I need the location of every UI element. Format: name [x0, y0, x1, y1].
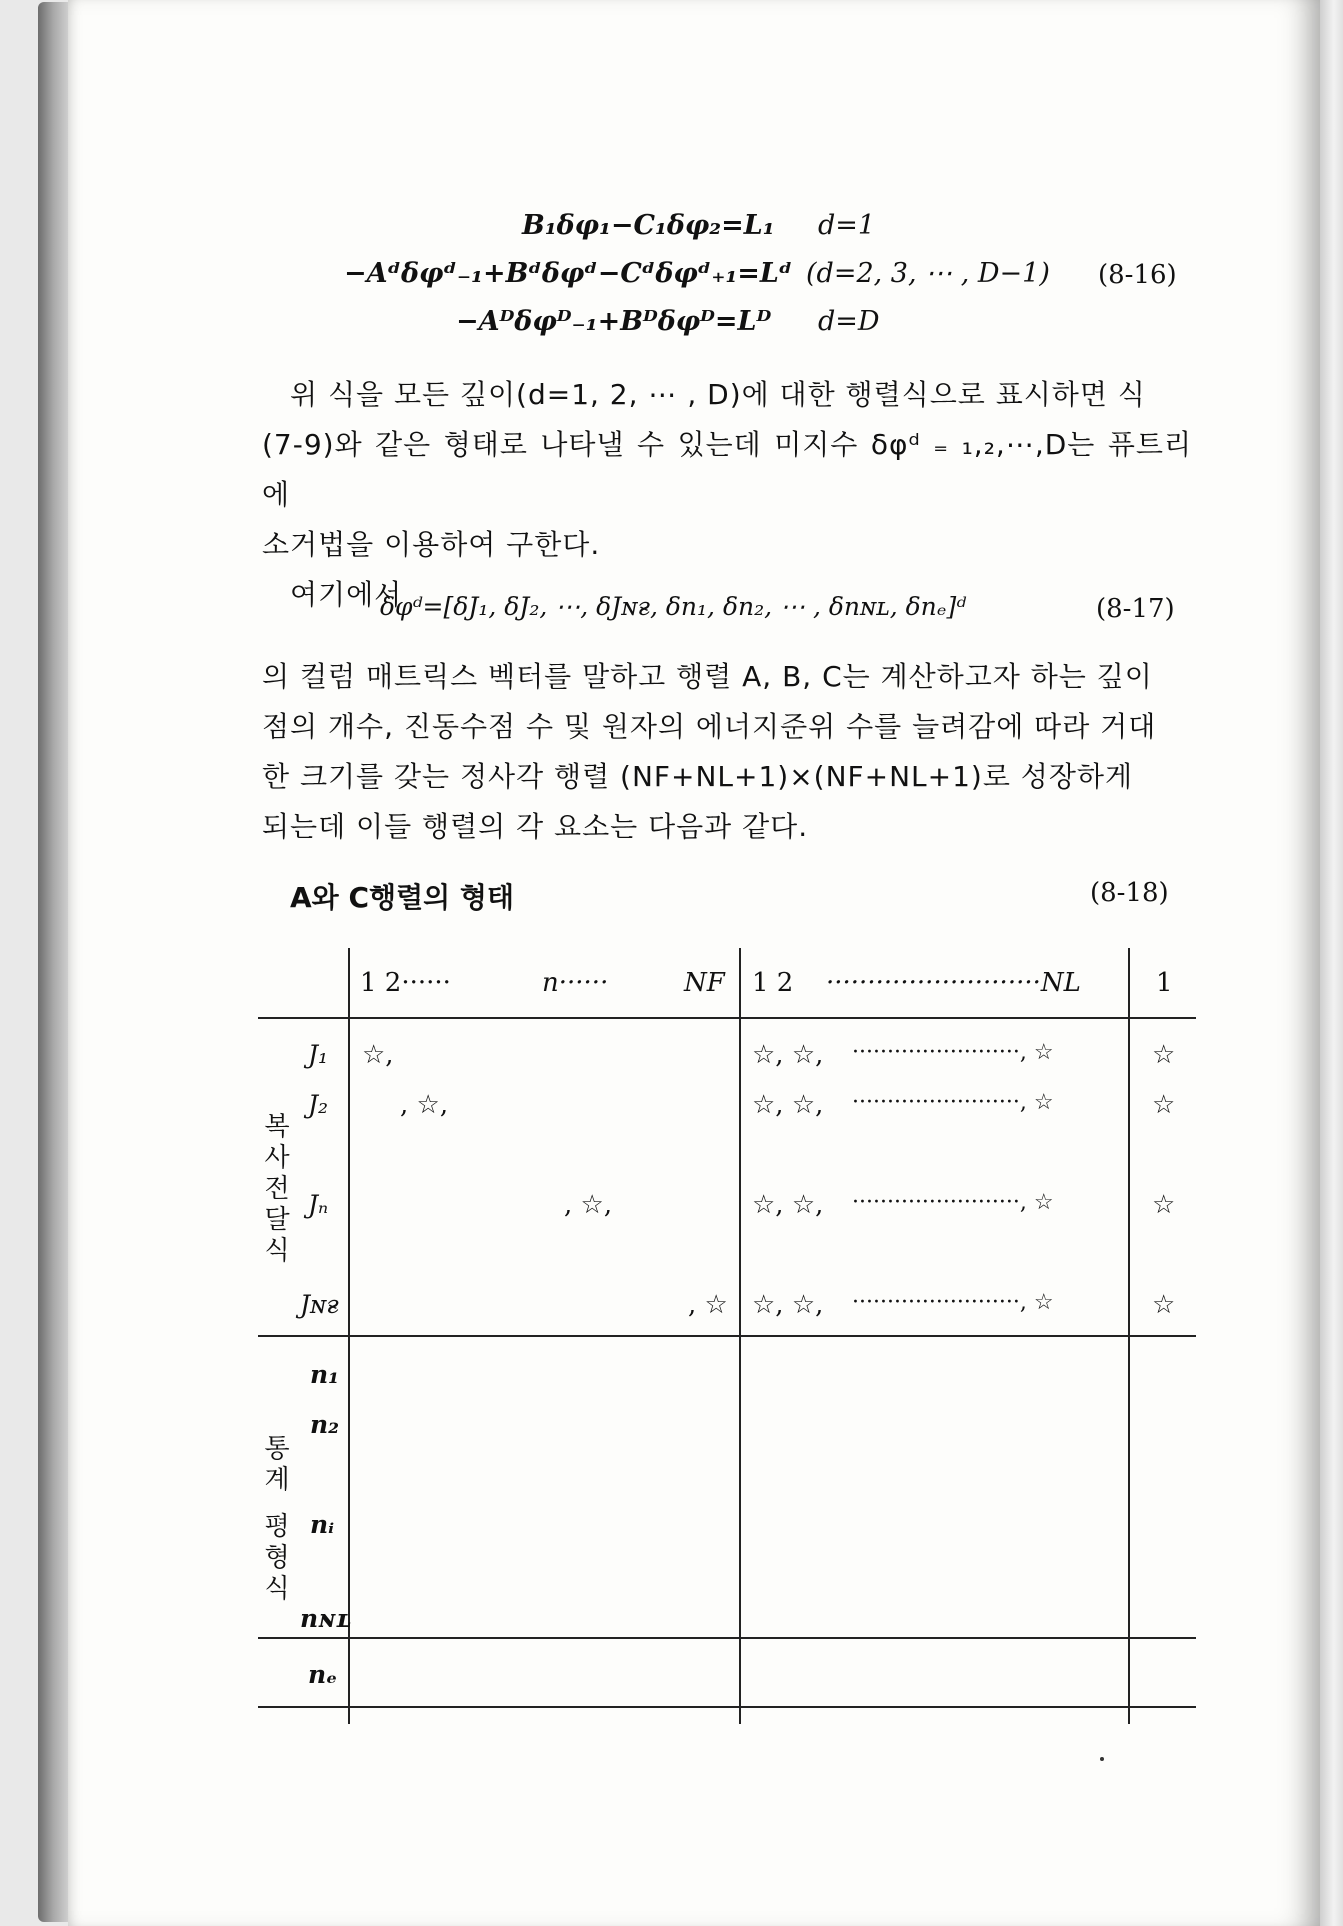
row-label-j2: J₂ — [308, 1090, 329, 1119]
group1-char: 식 — [264, 1236, 290, 1266]
row-label-j1: J₁ — [308, 1040, 329, 1069]
row-label-jnf: Jɴғ — [300, 1290, 339, 1319]
row-j1-dots: ························, ☆ — [852, 1040, 1054, 1065]
group2-char: 계 — [264, 1465, 290, 1495]
row-j1-mid: ☆, ☆, — [752, 1040, 824, 1070]
row-label-jn: Jₙ — [308, 1190, 329, 1219]
equation-number-8-18: (8-18) — [1090, 878, 1169, 908]
row-label-n2: n₂ — [310, 1410, 340, 1439]
header-col-b: n······ — [542, 968, 609, 998]
equation-line-2: −Aᵈδφᵈ₋₁+Bᵈδφᵈ−Cᵈδφᵈ₊₁=Lᵈ — [344, 258, 793, 289]
row-label-nnl: nɴʟ — [300, 1604, 352, 1633]
header-col-e: ··························NL — [826, 968, 1081, 998]
group2-char — [262, 1496, 292, 1512]
row-j2-mid: ☆, ☆, — [752, 1090, 824, 1120]
table-hline-header — [258, 1017, 1196, 1019]
paragraph-1-line-4: 여기에서 — [290, 578, 403, 611]
table-vline-3 — [1128, 948, 1130, 1724]
row-jnf-mid: ☆, ☆, — [752, 1290, 824, 1320]
equation-cond-3: d=D — [818, 306, 880, 337]
book-spine-left — [38, 2, 72, 1922]
group2-char: 통 — [264, 1434, 290, 1464]
group1-char: 전 — [264, 1174, 290, 1204]
paragraph-1-line-2: (7-9)와 같은 형태로 나타낼 수 있는데 미지수 δφᵈ ₌ ₁,₂,⋯,D는 퓨트리에 — [262, 428, 1192, 511]
row-j1-last: ☆ — [1152, 1040, 1176, 1070]
group1-char: 사 — [264, 1143, 290, 1173]
paragraph-1-line-1: 위 식을 모든 깊이(d=1, 2, ⋯ , D)에 대한 행렬식으로 표시하면 식 — [290, 378, 1146, 411]
equation-cond-2: (d=2, 3, ⋯ , D−1) — [806, 258, 1050, 289]
row-jn-diag: , ☆, — [564, 1190, 613, 1220]
group2-char: 식 — [264, 1574, 290, 1604]
row-j2-last: ☆ — [1152, 1090, 1176, 1120]
table-caption: A와 C행렬의 형태 — [290, 881, 515, 914]
equation-line-1: B₁δφ₁−C₁δφ₂=L₁ — [522, 210, 775, 241]
vector-equation: δφᵈ=[δJ₁, δJ₂, ⋯, δJɴғ, δn₁, δn₂, ⋯ , δnɴʟ, δnₑ]ᵈ — [380, 592, 967, 621]
row-label-n1: n₁ — [310, 1360, 340, 1389]
header-col-a: 1 2······ — [360, 968, 451, 998]
paragraph-2-line-1: 의 컬럼 매트릭스 벡터를 말하고 행렬 A, B, C는 계산하고자 하는 깊이 — [262, 660, 1153, 693]
row-label-ne: nₑ — [308, 1660, 338, 1689]
row-jnf-last: ☆ — [1152, 1290, 1176, 1320]
row-j1-diag: ☆, — [362, 1040, 394, 1070]
row-jn-last: ☆ — [1152, 1190, 1176, 1220]
group1-char: 달 — [264, 1205, 290, 1235]
paragraph-2-line-4: 되는데 이들 행렬의 각 요소는 다음과 같다. — [262, 810, 809, 843]
equation-line-3: −Aᴰδφᴰ₋₁+Bᴰδφᴰ=Lᴰ — [456, 306, 772, 337]
group-label-statistical-equilibrium — [262, 1434, 292, 1605]
group2-char: 평 — [264, 1512, 290, 1542]
page-edge-right — [1320, 0, 1343, 1926]
group-label-radiative-transfer — [262, 1112, 292, 1267]
group1-char: 복 — [264, 1112, 290, 1142]
table-hline-mid — [258, 1335, 1196, 1337]
row-jnf-dots: ························, ☆ — [852, 1290, 1054, 1315]
table-hline-lower — [258, 1637, 1196, 1639]
row-label-ni: nᵢ — [310, 1510, 335, 1539]
equation-number-8-17: (8-17) — [1096, 594, 1175, 624]
header-col-f: 1 — [1156, 968, 1173, 998]
row-jnf-diag: , ☆ — [688, 1290, 728, 1320]
paragraph-2-line-2: 점의 개수, 진동수점 수 및 원자의 에너지준위 수를 늘려감에 따라 거대 — [262, 710, 1157, 743]
table-hline-bottom — [258, 1706, 1196, 1708]
stray-dot — [1100, 1757, 1104, 1761]
header-col-c: NF — [684, 968, 725, 998]
paragraph-1 — [262, 370, 1192, 620]
paragraph-2 — [262, 652, 1192, 852]
row-jn-mid: ☆, ☆, — [752, 1190, 824, 1220]
paragraph-1-line-3: 소거법을 이용하여 구한다. — [262, 528, 601, 561]
row-j2-diag: , ☆, — [400, 1090, 449, 1120]
equation-cond-1: d=1 — [818, 210, 876, 241]
row-j2-dots: ························, ☆ — [852, 1090, 1054, 1115]
paragraph-2-line-3: 한 크기를 갖는 정사각 행렬 (NF+NL+1)×(NF+NL+1)로 성장하게 — [262, 760, 1133, 793]
group2-char: 형 — [264, 1543, 290, 1573]
equation-number-8-16: (8-16) — [1098, 260, 1177, 290]
table-vline-2 — [739, 948, 741, 1724]
header-col-d: 1 2 — [752, 968, 794, 998]
row-jn-dots: ························, ☆ — [852, 1190, 1054, 1215]
